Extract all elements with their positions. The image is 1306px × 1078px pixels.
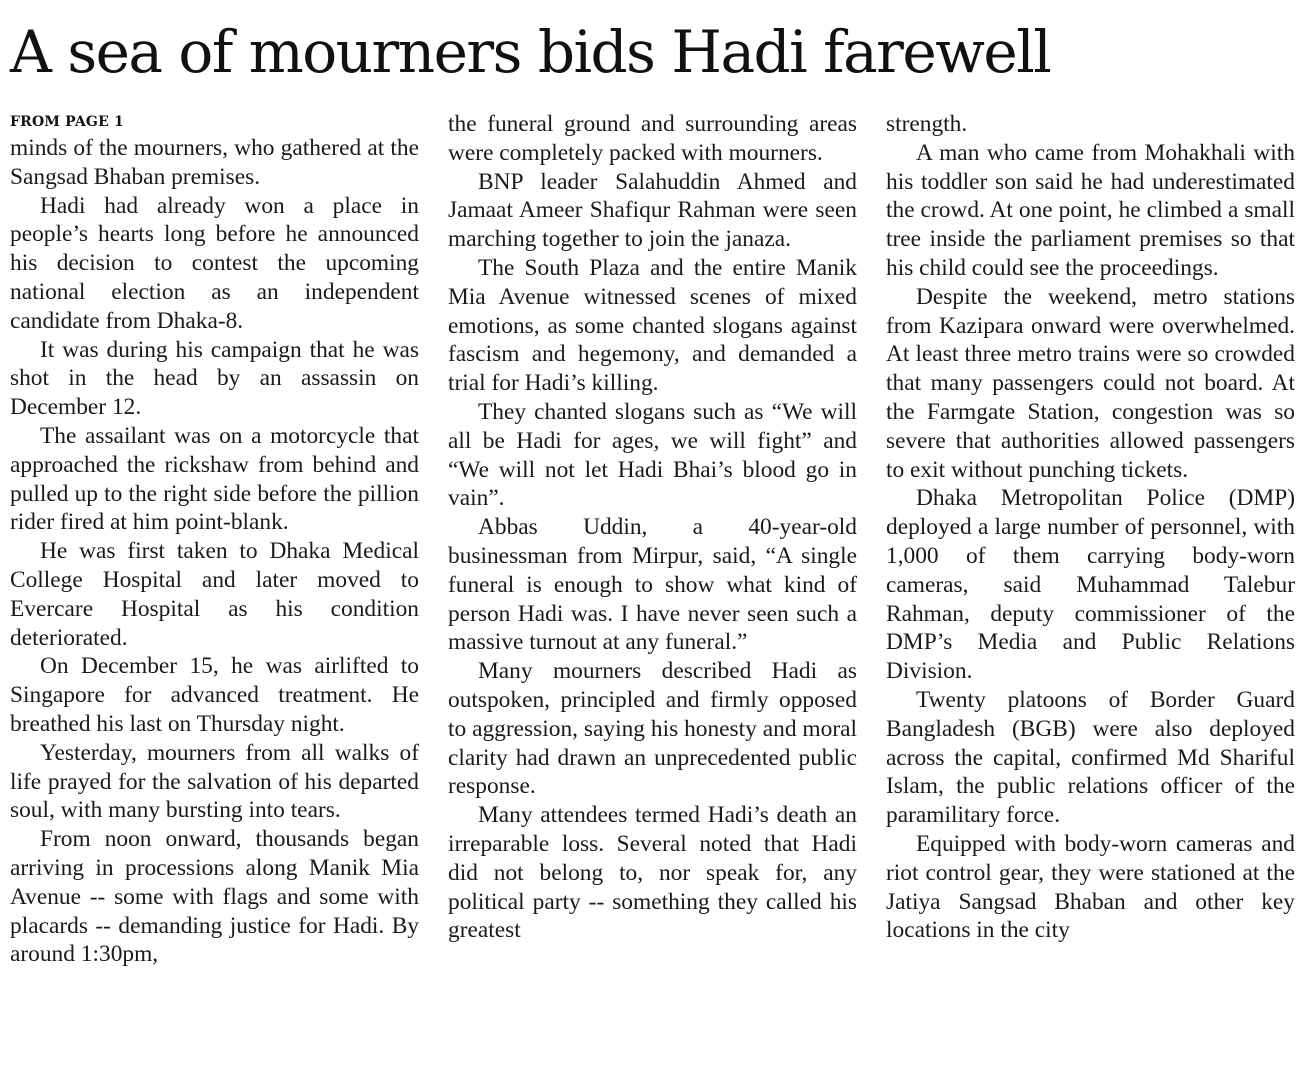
paragraph: Yesterday, mourners from all walks of life prayed for the salvation of his departed soul, with many bursting into tears. xyxy=(10,739,419,824)
paragraph: He was first taken to Dhaka Medical College Hospital and later moved to Evercare Hospital as his condition deteriorated. xyxy=(10,538,419,651)
paragraph: They chanted slogans such as “We will all be Hadi for ages, we will fight” and “We will not let Hadi Bhai’s blood go in vain”. xyxy=(448,398,857,512)
paragraph: the funeral ground and surrounding areas were completely packed with mourners. xyxy=(448,111,857,166)
paragraph: Abbas Uddin, a 40-year-old businessman from Mirpur, said, “A single funeral is enough to show what kind of person Hadi was. I have never seen such a massive turnout at any funeral.” xyxy=(448,514,857,656)
paragraph: BNP leader Salahuddin Ahmed and Jamaat Ameer Shafiqur Rahman were seen marching together to join the janaza. xyxy=(448,168,857,253)
article-column-3 xyxy=(886,110,1295,1070)
paragraph: Hadi had already won a place in people’s hearts long before he announced his decision to contest the upcoming national election as an independent candidate from Dhaka-8. xyxy=(10,192,419,334)
paragraph: On December 15, he was airlifted to Singapore for advanced treatment. He breathed his last on Thursday night. xyxy=(10,653,419,737)
paragraph: The South Plaza and the entire Manik Mia Avenue witnessed scenes of mixed emotions, as some chanted slogans against fascism and hegemony, and demanded a trial for Hadi’s killing. xyxy=(448,254,857,397)
paragraph: strength. xyxy=(886,111,968,137)
headline: A sea of mourners bids Hadi farewell xyxy=(10,18,1051,86)
article-column-2 xyxy=(448,110,857,1070)
paragraph: The assailant was on a motorcycle that approached the rickshaw from behind and pulled up to the right side before the pillion rider fired at him point-blank. xyxy=(10,422,419,536)
paragraph: Twenty platoons of Border Guard Bangladesh (BGB) were also deployed across the capital, confirmed Md Shariful Islam, the public relations officer of the paramilitary force. xyxy=(886,686,1295,829)
paragraph: Dhaka Metropolitan Police (DMP) deployed a large number of personnel, with 1,000 of them carrying body-worn cameras, said Muhammad Talebur Rahman, deputy commissioner of the DMP’s Media and Public Relations Division. xyxy=(886,485,1295,685)
paragraph: It was during his campaign that he was shot in the head by an assassin on December 12. xyxy=(10,336,419,421)
paragraph: A man who came from Mohakhali with his toddler son said he had underestimated the crowd. At one point, he climbed a small tree inside the parliament premises so that his child could see the proceedings. xyxy=(886,139,1295,281)
paragraph: minds of the mourners, who gathered at the Sangsad Bhaban premises. xyxy=(10,135,419,190)
continuation-kicker: FROM PAGE 1 xyxy=(10,114,124,130)
paragraph: Equipped with body-worn cameras and riot control gear, they were stationed at the Jatiya Sangsad Bhaban and other key locations in the city xyxy=(886,830,1295,944)
paragraph: Many mourners described Hadi as outspoken, principled and firmly opposed to aggression, saying his honesty and moral clarity had drawn an unprecedented public response. xyxy=(448,658,857,800)
paragraph: Many attendees termed Hadi’s death an irreparable loss. Several noted that Hadi did not belong to, nor speak for, any political party -- something they called his greatest xyxy=(448,802,857,944)
article-column-1 xyxy=(10,110,419,1070)
paragraph: From noon onward, thousands began arriving in processions along Manik Mia Avenue -- some with flags and some with placards -- demanding justice for Hadi. By around 1:30pm, xyxy=(10,826,419,968)
paragraph: Despite the weekend, metro stations from Kazipara onward were overwhelmed. At least three metro trains were so crowded that many passengers could not board. At the Farmgate Station, congestion was so severe that authorities allowed passengers to exit without punching tickets. xyxy=(886,283,1295,483)
